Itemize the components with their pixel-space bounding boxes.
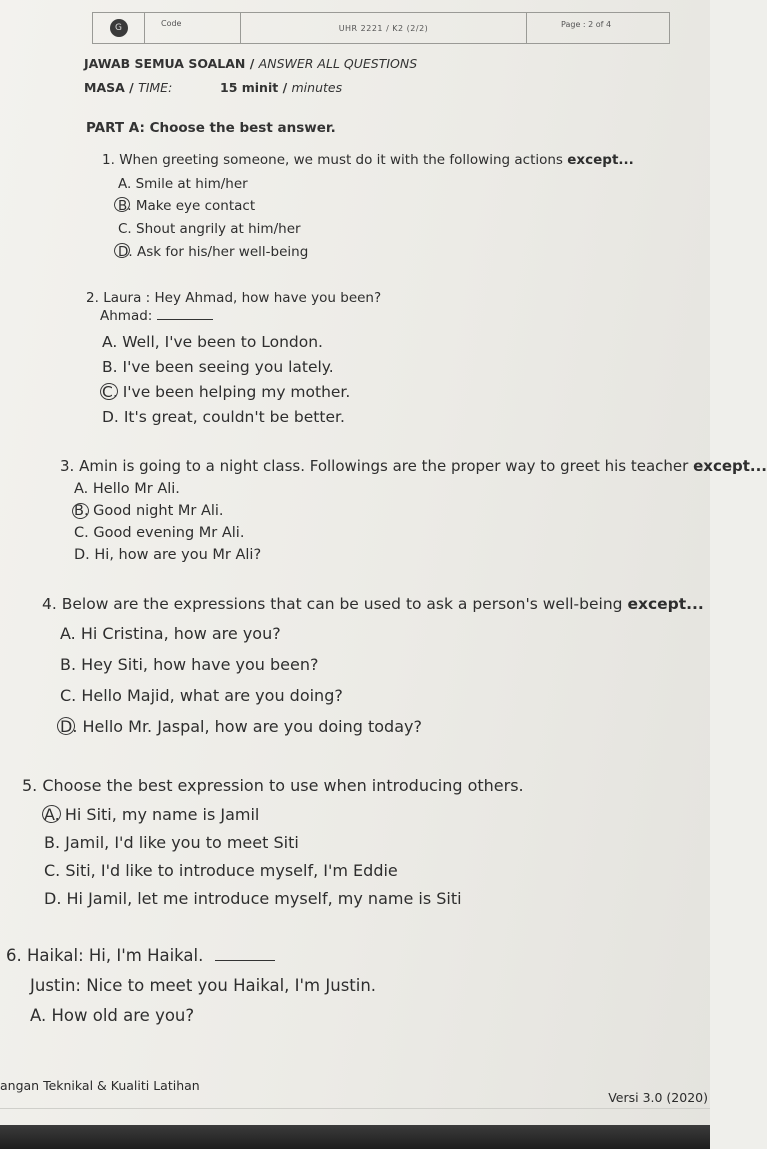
q4-option-c <box>60 686 343 705</box>
option-letter: A. <box>102 333 118 351</box>
option-letter: D. <box>44 889 62 908</box>
option-text: How old are you? <box>51 1006 195 1025</box>
option-text: It's great, couldn't be better. <box>123 408 345 426</box>
institution-logo: G <box>110 19 128 37</box>
question-emphasis: except... <box>693 457 767 475</box>
question-number: 2. <box>86 290 99 306</box>
q3-option-d <box>74 547 261 563</box>
option-letter: B. <box>102 358 118 376</box>
option-text: Good evening Mr Ali. <box>93 525 245 541</box>
q3-option-b <box>74 503 224 519</box>
question-emphasis: except... <box>627 595 704 613</box>
option-letter: D. <box>74 547 90 563</box>
footer-version: Versi 3.0 (2020) <box>608 1090 708 1105</box>
answer-blank <box>215 960 275 961</box>
q1-option-a <box>118 176 248 192</box>
question-5 <box>22 776 524 795</box>
instruction-malay: JAWAB SEMUA SOALAN / <box>84 56 255 71</box>
time-value-malay: 15 minit / <box>220 80 288 95</box>
option-text: Hello Majid, what are you doing? <box>81 686 343 705</box>
question-2 <box>86 290 381 306</box>
question-line-1: Haikal: Hi, I'm Haikal. <box>27 946 204 965</box>
time-label <box>84 80 172 95</box>
q4-option-d <box>60 717 422 736</box>
q5-option-b <box>44 833 299 852</box>
question-text: Choose the best expression to use when introducing others. <box>42 776 524 795</box>
option-letter: A. <box>60 624 76 643</box>
option-letter: A. <box>30 1006 47 1025</box>
option-text: I've been seeing you lately. <box>122 358 334 376</box>
question-number: 5. <box>22 776 38 795</box>
code-label: Code <box>145 13 241 43</box>
question-line-1: Laura : Hey Ahmad, how have you been? <box>103 290 382 306</box>
option-text: Good night Mr Ali. <box>93 503 224 519</box>
logo-cell <box>93 13 145 43</box>
q3-option-a <box>74 481 180 497</box>
question-text: Below are the expressions that can be used to ask a person's well-being <box>61 595 623 613</box>
option-letter: B. <box>118 198 132 214</box>
q1-option-b <box>118 198 255 214</box>
question-6-line-2: Justin: Nice to meet you Haikal, I'm Justin. <box>30 976 377 995</box>
question-2-line-2 <box>100 308 213 324</box>
option-text: Siti, I'd like to introduce myself, I'm Eddie <box>65 861 398 880</box>
option-text: Shout angrily at him/her <box>136 221 301 237</box>
q5-option-a <box>44 805 259 824</box>
question-6 <box>6 946 275 965</box>
document-header-table <box>92 12 670 44</box>
time-value-english: minutes <box>291 80 343 95</box>
option-letter: D. <box>60 717 78 736</box>
option-letter: A. <box>118 176 132 192</box>
question-text: When greeting someone, we must do it with the following actions <box>119 152 563 168</box>
option-text: Hi Jamil, let me introduce myself, my name is Siti <box>66 889 462 908</box>
speaker-ahmad: Ahmad: <box>100 308 153 324</box>
option-letter: A. <box>44 805 60 824</box>
option-text: Hello Mr. Jaspal, how are you doing today? <box>82 717 422 736</box>
instruction-english: ANSWER ALL QUESTIONS <box>258 56 418 71</box>
question-number: 4. <box>42 595 57 613</box>
instruction-line <box>84 56 417 71</box>
option-letter: B. <box>44 833 61 852</box>
option-text: Well, I've been to London. <box>122 333 323 351</box>
page-number: Page : 2 of 4 <box>561 20 612 29</box>
option-text: Ask for his/her well-being <box>136 244 309 260</box>
page-bottom-shadow <box>0 1125 710 1149</box>
course-code: UHR 2221 / K2 (2/2) <box>241 13 527 43</box>
option-letter: D. <box>118 244 133 260</box>
part-title: PART A: Choose the best answer. <box>86 120 336 136</box>
question-emphasis: except... <box>567 152 634 168</box>
option-text: Hi Cristina, how are you? <box>80 624 281 643</box>
question-3 <box>60 457 767 475</box>
option-letter: C. <box>44 861 61 880</box>
q4-option-b <box>60 655 318 674</box>
option-text: Hi, how are you Mr Ali? <box>94 547 262 563</box>
q1-option-c <box>118 221 301 237</box>
question-1 <box>102 152 634 168</box>
option-text: Smile at him/her <box>135 176 248 192</box>
question-number: 6. <box>6 946 22 965</box>
time-value <box>220 80 342 95</box>
option-text: Hello Mr Ali. <box>92 481 180 497</box>
option-text: Hi Siti, my name is Jamil <box>64 805 260 824</box>
time-label-malay: MASA / <box>84 80 134 95</box>
answer-blank <box>157 319 213 320</box>
time-label-english: TIME: <box>138 80 173 95</box>
question-number: 3. <box>60 457 75 475</box>
option-letter: C. <box>74 525 89 541</box>
q2-option-b <box>102 358 334 376</box>
q2-option-d <box>102 408 345 426</box>
option-text: I've been helping my mother. <box>122 383 351 401</box>
option-letter: C. <box>60 686 77 705</box>
option-text: Hey Siti, how have you been? <box>81 655 319 674</box>
q1-option-d <box>118 244 308 260</box>
question-4 <box>42 595 704 613</box>
q2-option-c <box>102 383 350 401</box>
footer-divider <box>0 1108 710 1109</box>
option-letter: B. <box>74 503 89 519</box>
question-number: 1. <box>102 152 115 168</box>
footer-department: angan Teknikal & Kualiti Latihan <box>0 1078 200 1093</box>
option-letter: C. <box>102 383 118 401</box>
option-text: Jamil, I'd like you to meet Siti <box>65 833 299 852</box>
q4-option-a <box>60 624 281 643</box>
option-letter: B. <box>60 655 77 674</box>
q5-option-c <box>44 861 398 880</box>
option-text: Make eye contact <box>135 198 256 214</box>
q6-option-a <box>30 1006 194 1025</box>
option-letter: C. <box>118 221 132 237</box>
q5-option-d <box>44 889 462 908</box>
q3-option-c <box>74 525 244 541</box>
option-letter: A. <box>74 481 89 497</box>
option-letter: D. <box>102 408 119 426</box>
q2-option-a <box>102 333 323 351</box>
question-text: Amin is going to a night class. Followings are the proper way to greet his teacher <box>79 457 689 475</box>
